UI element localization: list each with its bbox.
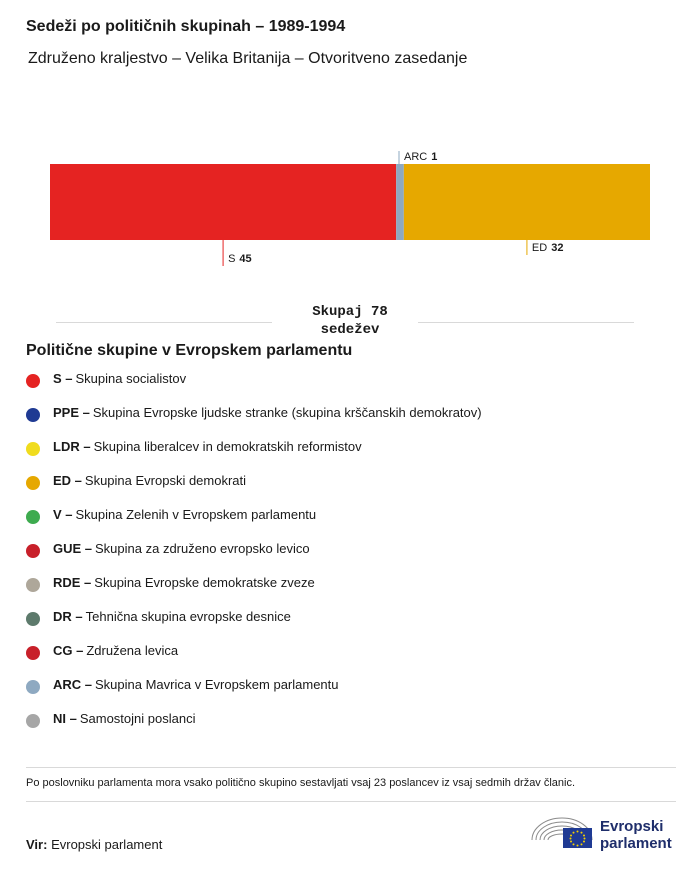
source-label: Vir: [26, 837, 48, 852]
legend-abbr: S – [53, 371, 73, 386]
legend-abbr: GUE – [53, 541, 93, 556]
logo-wordmark [600, 818, 672, 852]
chart-subtitle: Združeno kraljestvo – Velika Britanija – Otvoritveno zasedanje [28, 50, 468, 67]
bar-segment-arc [396, 164, 404, 240]
bar-label-s [228, 253, 252, 265]
chart-title: Sedeži po političnih skupinah – 1989-1994 [26, 18, 346, 35]
bar-label-ed [532, 242, 564, 254]
total-seats-unit: sedežev [320, 322, 380, 338]
legend-swatch [26, 374, 40, 388]
legend-abbr: PPE – [53, 405, 90, 420]
legend-label: Samostojni poslanci [79, 711, 196, 726]
bar-category-s: S [228, 253, 236, 265]
legend-item [26, 677, 482, 711]
legend-swatch [26, 544, 40, 558]
bar-value-ed: 32 [551, 242, 564, 254]
legend-item [26, 371, 482, 405]
legend-swatch [26, 612, 40, 626]
seat-bar-chart [0, 140, 700, 280]
footnote: Po poslovniku parlamenta mora vsako politično skupino sestavljati vsaj 23 poslancev iz vsaj sedmih držav članic. [26, 777, 576, 789]
logo-line2: parlament [600, 835, 672, 852]
legend-label: Skupina za združeno evropsko levico [95, 541, 310, 556]
legend-item [26, 507, 482, 541]
legend [26, 371, 482, 745]
legend-item [26, 711, 482, 745]
legend-abbr: ARC – [53, 677, 93, 692]
source-text: Evropski parlament [51, 837, 163, 852]
legend-item [26, 541, 482, 575]
legend-swatch [26, 714, 40, 728]
bar-segment-ed [404, 164, 650, 240]
legend-swatch [26, 646, 40, 660]
legend-swatch [26, 442, 40, 456]
legend-abbr: V – [53, 507, 73, 522]
legend-label: Skupina Evropski demokrati [84, 473, 247, 488]
bar-value-arc: 1 [431, 151, 438, 163]
legend-label: Združena levica [86, 643, 179, 658]
legend-label: Skupina socialistov [75, 371, 187, 386]
bar-value-s: 45 [239, 253, 252, 265]
legend-label: Skupina liberalcev in demokratskih reformistov [93, 439, 362, 454]
total-divider-right [418, 322, 634, 323]
legend-item [26, 575, 482, 609]
bar-segment-s [50, 164, 396, 240]
legend-swatch [26, 680, 40, 694]
bar-label-arc [404, 151, 437, 163]
legend-label: Skupina Mavrica v Evropskem parlamentu [95, 677, 339, 692]
total-seats-count: Skupaj 78 [312, 304, 388, 320]
legend-label: Skupina Evropske demokratske zveze [94, 575, 315, 590]
legend-label: Skupina Zelenih v Evropskem parlamentu [75, 507, 317, 522]
legend-abbr: RDE – [53, 575, 92, 590]
legend-abbr: ED – [53, 473, 82, 488]
legend-abbr: NI – [53, 711, 77, 726]
legend-swatch [26, 510, 40, 524]
legend-swatch [26, 408, 40, 422]
legend-label: Skupina Evropske ljudske stranke (skupina krščanskih demokratov) [92, 405, 482, 420]
legend-swatch [26, 578, 40, 592]
logo-line1: Evropski [600, 818, 664, 835]
legend-swatch [26, 476, 40, 490]
legend-item [26, 405, 482, 439]
legend-item [26, 439, 482, 473]
total-seats [280, 303, 420, 339]
legend-abbr: DR – [53, 609, 83, 624]
legend-item [26, 609, 482, 643]
legend-item [26, 473, 482, 507]
total-divider-left [56, 322, 272, 323]
divider [26, 801, 676, 802]
bar-category-arc: ARC [404, 151, 428, 163]
divider [26, 767, 676, 768]
source [26, 837, 162, 852]
legend-abbr: CG – [53, 643, 84, 658]
legend-item [26, 643, 482, 677]
legend-title: Politične skupine v Evropskem parlamentu [26, 342, 353, 359]
bar-category-ed: ED [531, 242, 548, 254]
legend-label: Tehnična skupina evropske desnice [85, 609, 291, 624]
legend-abbr: LDR – [53, 439, 91, 454]
